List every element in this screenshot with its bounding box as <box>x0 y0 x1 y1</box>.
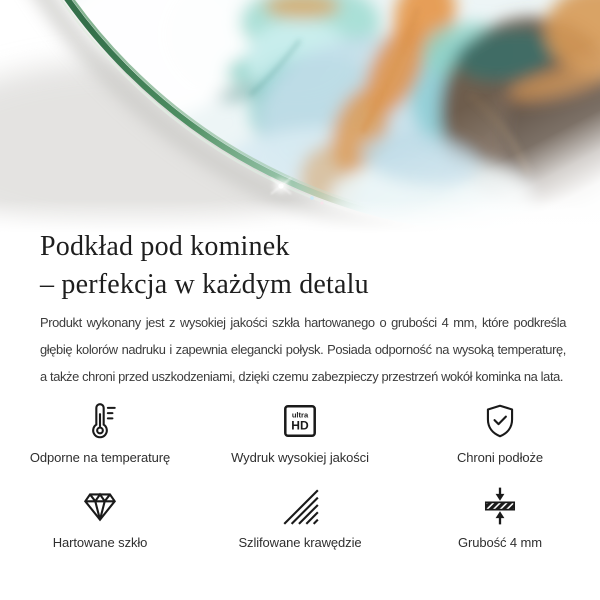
feature-grid <box>0 398 600 550</box>
ultra-hd-badge-bottom: HD <box>291 418 309 433</box>
feature-label: Odporne na temperaturę <box>29 450 171 465</box>
description-line: głębię kolorów nadruku i zapewnia elegancki połysk. Posiada odporność na wysoką temperaturę, <box>40 341 566 357</box>
feature-polished-edges <box>200 483 400 550</box>
shield-check-icon <box>479 398 521 444</box>
hero-section <box>0 0 600 250</box>
thickness-icon <box>479 483 521 529</box>
feature-protects-floor <box>400 398 600 465</box>
product-description <box>40 310 566 390</box>
description-line: a także chroni przed uszkodzeniami, dzięki czemu zabezpieczy przestrzeń wokół kominka na lata. <box>40 368 564 384</box>
beveled-edges-icon <box>279 483 321 529</box>
feature-tempered-glass <box>0 483 200 550</box>
feature-label: Wydruk wysokiej jakości <box>231 450 369 465</box>
ultra-hd-badge-top: ultra <box>291 410 309 420</box>
product-image <box>0 0 600 250</box>
feature-label: Szlifowane krawędzie <box>238 535 362 550</box>
page-title-line1: Podkład pod kominek <box>40 231 290 262</box>
ultra-hd-icon <box>279 398 321 444</box>
feature-label: Grubość 4 mm <box>457 535 543 550</box>
feature-print-quality <box>200 398 400 465</box>
feature-label: Chroni podłoże <box>456 450 544 465</box>
description-line: Produkt wykonany jest z wysokiej jakości szkła hartowanego o grubości 4 mm, które podkreśla <box>40 315 566 330</box>
thermometer-icon <box>79 398 121 444</box>
feature-temperature <box>0 398 200 465</box>
diamond-icon <box>79 483 121 529</box>
page-title <box>40 228 369 304</box>
page-title-line2: – perfekcja w każdym detalu <box>40 269 369 300</box>
feature-label: Hartowane szkło <box>52 535 148 550</box>
feature-thickness <box>400 483 600 550</box>
